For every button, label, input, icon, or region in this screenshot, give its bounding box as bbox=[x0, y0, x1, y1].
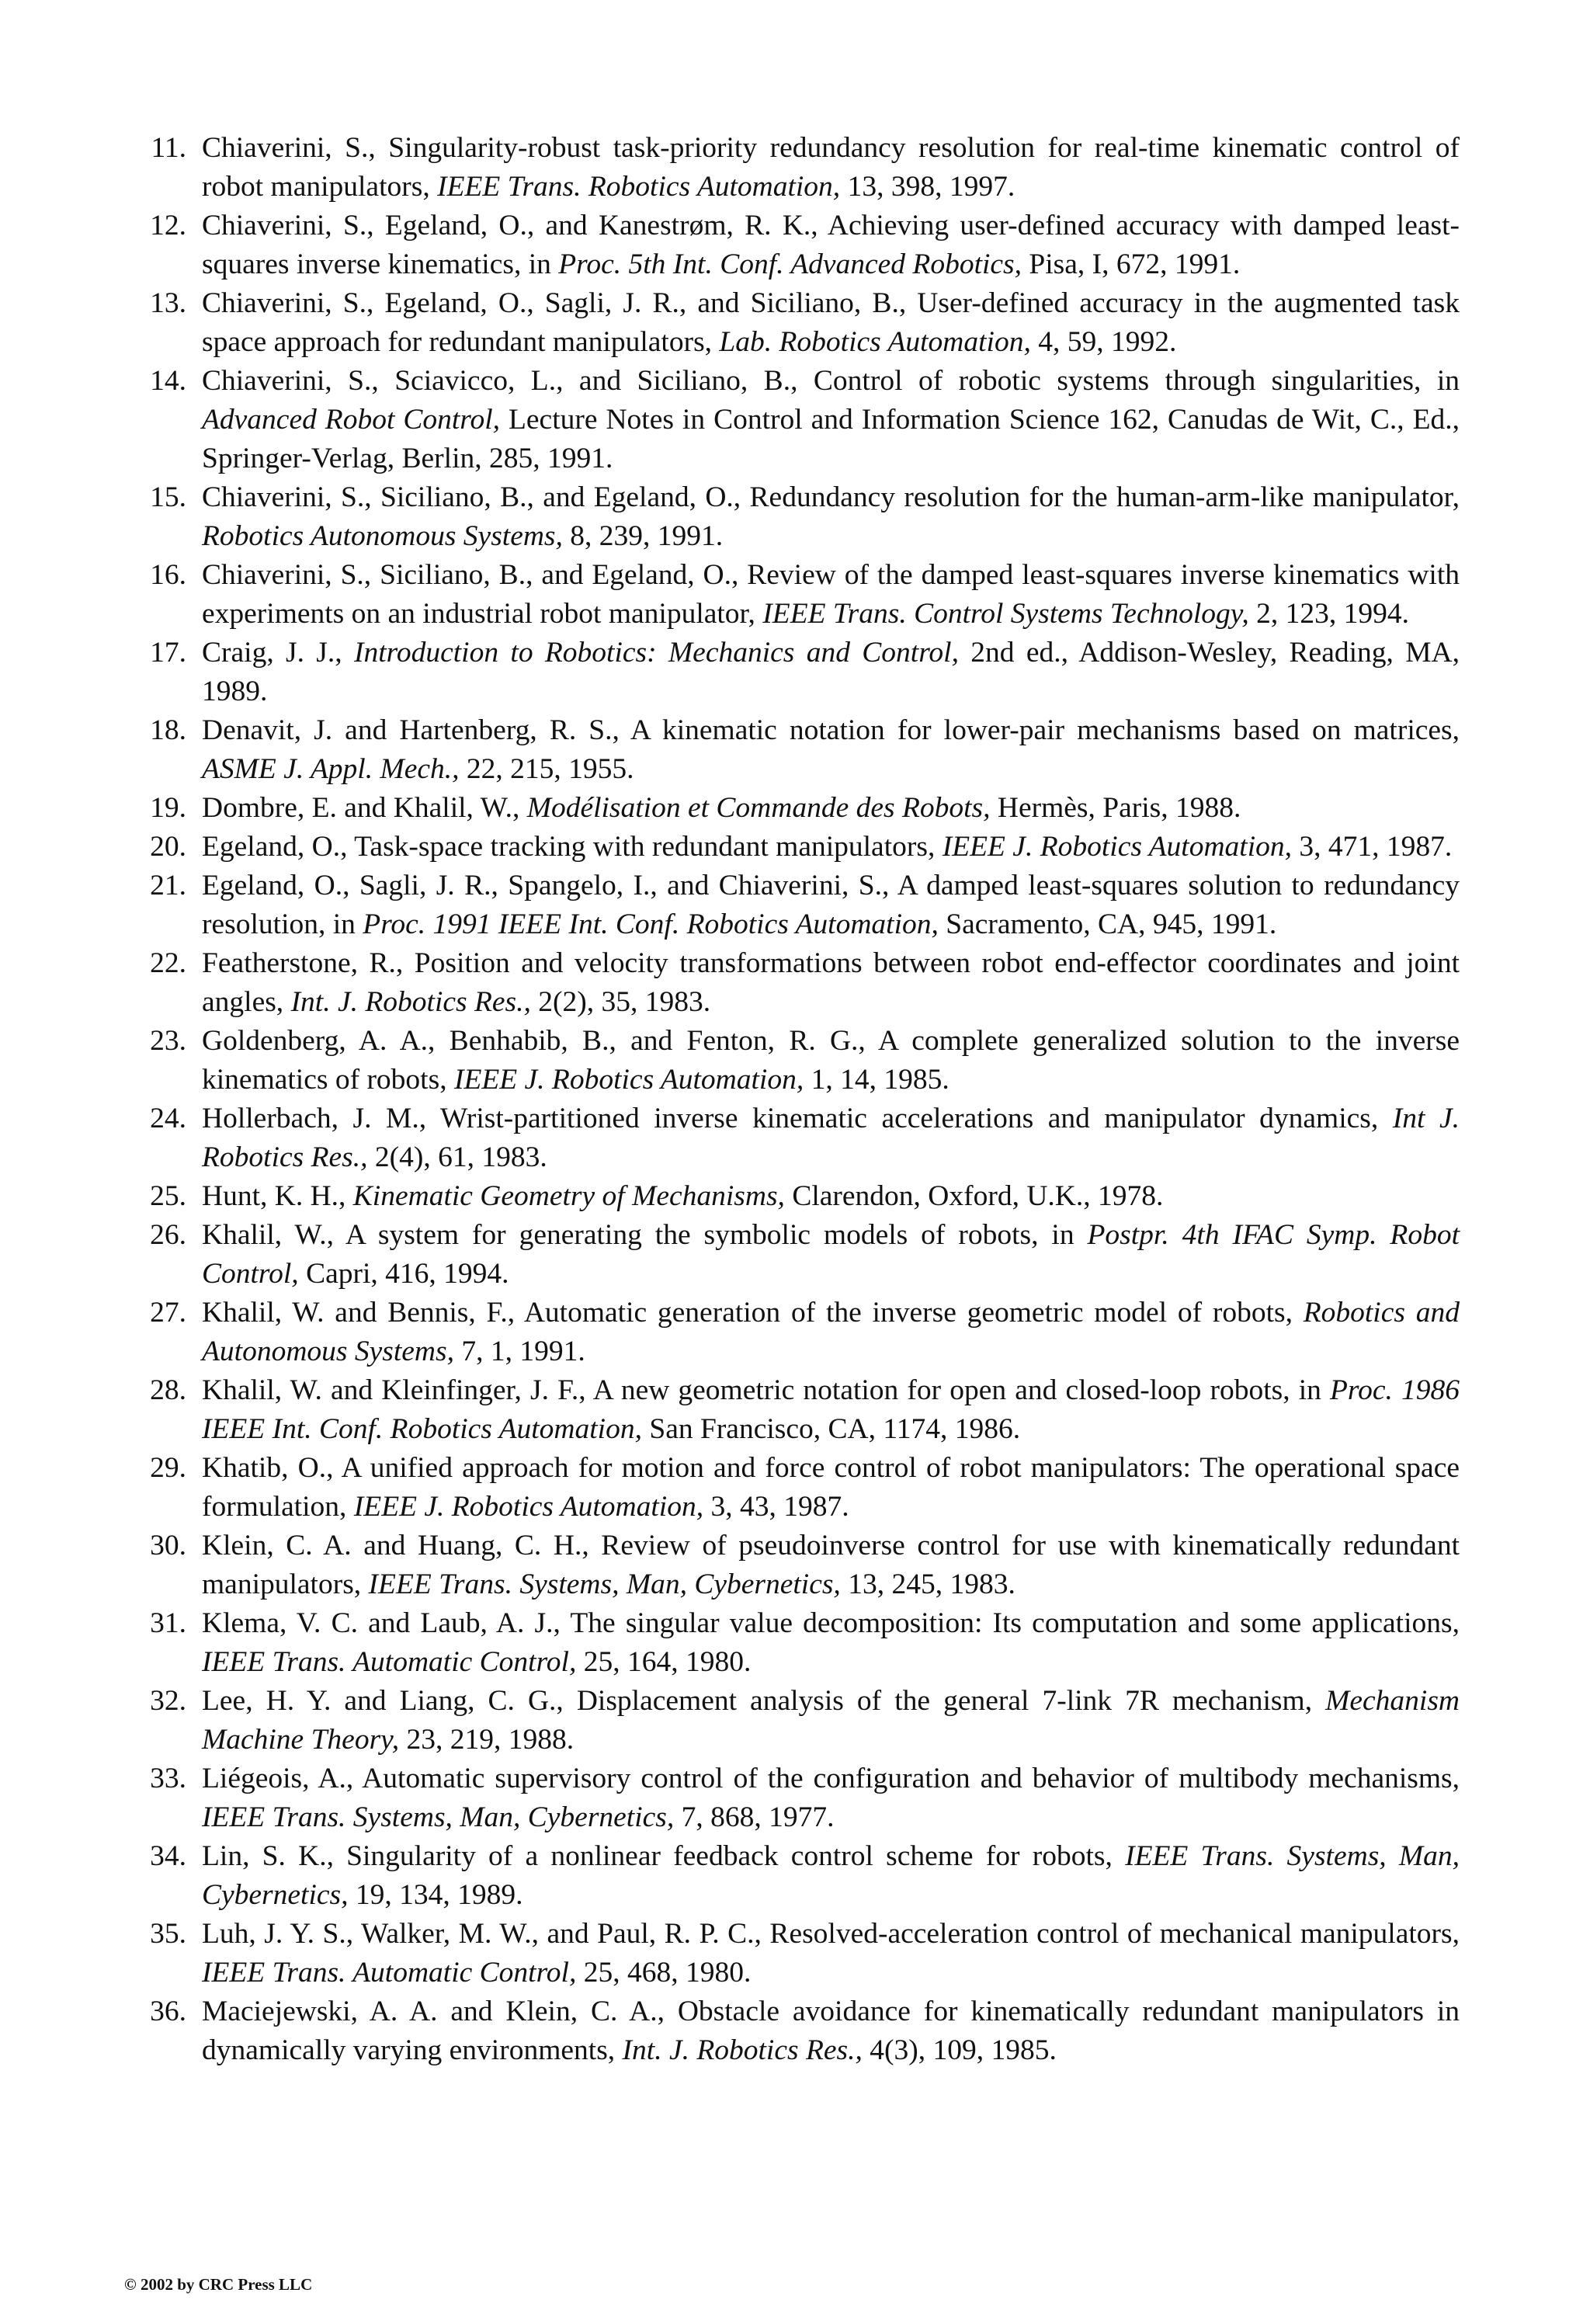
reference-text: Chiaverini, S., Egeland, O., Sagli, J. R., and Siciliano, B., User-defined accuracy in the augmented task space approach for redundant manipulators, bbox=[202, 287, 1460, 358]
reference-text: 3, 43, 1987. bbox=[703, 1491, 849, 1523]
reference-number: 36. bbox=[150, 1996, 186, 2027]
reference-text: Chiaverini, S., Singularity-robust task-priority redundancy resolution for real-time kinematic control of robot manipulators, bbox=[202, 132, 1460, 203]
reference-number: 15. bbox=[150, 481, 186, 513]
reference-text: Klema, V. C. and Laub, A. J., The singular value decomposition: Its computation and some applications, bbox=[202, 1607, 1460, 1639]
reference-source: Lab. Robotics Automation, bbox=[719, 326, 1031, 358]
reference-text: Maciejewski, A. A. and Klein, C. A., Obstacle avoidance for kinematically redundant manipulators in dynamically varying environments, bbox=[202, 1996, 1460, 2066]
reference-text: Egeland, O., Task-space tracking with redundant manipulators, bbox=[202, 831, 943, 863]
reference-number: 19. bbox=[150, 792, 186, 824]
reference-text: Hermès, Paris, 1988. bbox=[990, 792, 1241, 824]
reference-source: Advanced Robot Control, bbox=[202, 404, 501, 436]
reference-item bbox=[130, 1915, 1460, 1992]
reference-text: San Francisco, CA, 1174, 1986. bbox=[641, 1413, 1021, 1445]
reference-text: Featherstone, R., Position and velocity transformations between robot end-effector coordinates and joint angles, bbox=[202, 947, 1460, 1018]
reference-number: 13. bbox=[150, 287, 186, 319]
reference-list bbox=[130, 129, 1460, 2070]
reference-source: Robotics Autonomous Systems, bbox=[202, 520, 563, 552]
reference-source: IEEE Trans. Automatic Control, bbox=[202, 1646, 577, 1678]
reference-item bbox=[130, 1177, 1460, 1216]
reference-text: Khalil, W. and Kleinfinger, J. F., A new geometric notation for open and closed-loop robots, in bbox=[202, 1374, 1331, 1406]
reference-source: Int. J. Robotics Res., bbox=[290, 986, 531, 1018]
reference-source: IEEE J. Robotics Automation, bbox=[942, 831, 1292, 863]
reference-number: 22. bbox=[150, 947, 186, 979]
reference-text: Dombre, E. and Khalil, W., bbox=[202, 792, 527, 824]
reference-number: 12. bbox=[150, 210, 186, 241]
reference-number: 11. bbox=[151, 132, 186, 164]
reference-number: 14. bbox=[150, 365, 186, 397]
reference-text: Lee, H. Y. and Liang, C. G., Displacement analysis of the general 7-link 7R mechanism, bbox=[202, 1685, 1326, 1717]
reference-text: 25, 468, 1980. bbox=[576, 1957, 752, 1989]
copyright-footer: © 2002 by CRC Press LLC bbox=[124, 2275, 313, 2294]
reference-source: Mechanism Machine Theory, bbox=[202, 1685, 1460, 1756]
reference-item bbox=[130, 362, 1460, 478]
reference-source: Int. J. Robotics Res., bbox=[622, 2034, 863, 2066]
reference-text: 8, 239, 1991. bbox=[562, 520, 724, 552]
reference-source: IEEE Trans. Robotics Automation, bbox=[437, 171, 841, 203]
reference-source: ASME J. Appl. Mech., bbox=[202, 753, 460, 785]
reference-item bbox=[130, 1216, 1460, 1294]
reference-number: 23. bbox=[150, 1025, 186, 1057]
reference-source: IEEE Trans. Systems, Man, Cybernetics, bbox=[202, 1801, 675, 1833]
reference-item bbox=[130, 867, 1460, 944]
reference-number: 21. bbox=[150, 870, 186, 901]
reference-text: Chiaverini, S., Siciliano, B., and Egeland, O., Review of the damped least-squares inverse kinematics with experiments on an industrial robot manipulator, bbox=[202, 559, 1460, 630]
reference-item bbox=[130, 1022, 1460, 1099]
reference-source: IEEE Trans. Automatic Control, bbox=[202, 1957, 577, 1989]
reference-text: 2, 123, 1994. bbox=[1248, 598, 1409, 630]
reference-number: 28. bbox=[150, 1374, 186, 1406]
reference-source: Introduction to Robotics: Mechanics and Control, bbox=[353, 637, 959, 669]
reference-text: 13, 245, 1983. bbox=[840, 1568, 1015, 1600]
reference-text: Craig, J. J., bbox=[202, 637, 354, 669]
reference-text: 4(3), 109, 1985. bbox=[862, 2034, 1057, 2066]
reference-number: 31. bbox=[150, 1607, 186, 1639]
reference-item bbox=[130, 1760, 1460, 1837]
reference-text: 23, 219, 1988. bbox=[399, 1724, 575, 1756]
reference-source: IEEE J. Robotics Automation, bbox=[353, 1491, 704, 1523]
reference-text: Chiaverini, S., Sciavicco, L., and Siciliano, B., Control of robotic systems through singularities, in bbox=[202, 365, 1460, 397]
reference-item bbox=[130, 1527, 1460, 1604]
reference-text: 2(4), 61, 1983. bbox=[367, 1141, 547, 1173]
reference-source: Modélisation et Commande des Robots, bbox=[526, 792, 991, 824]
reference-text: Goldenberg, A. A., Benhabib, B., and Fenton, R. G., A complete generalized solution to the inverse kinematics of robots, bbox=[202, 1025, 1460, 1096]
reference-text: Luh, J. Y. S., Walker, M. W., and Paul, R. P. C., Resolved-acceleration control of mechanical manipulators, bbox=[202, 1918, 1460, 1950]
reference-source: IEEE Trans. Systems, Man, Cybernetics, bbox=[368, 1568, 841, 1600]
reference-item bbox=[130, 284, 1460, 362]
reference-text: Khatib, O., A unified approach for motion and force control of robot manipulators: The operational space formulation, bbox=[202, 1452, 1460, 1523]
reference-item bbox=[130, 1099, 1460, 1177]
reference-source: IEEE Trans. Control Systems Technology, bbox=[762, 598, 1249, 630]
reference-number: 27. bbox=[150, 1297, 186, 1329]
reference-item bbox=[130, 478, 1460, 556]
reference-text: 2nd ed., Addison-Wesley, Reading, MA, 1989. bbox=[202, 637, 1460, 707]
reference-text: 22, 215, 1955. bbox=[459, 753, 634, 785]
reference-text: Pisa, I, 672, 1991. bbox=[1022, 248, 1241, 280]
reference-text: Capri, 416, 1994. bbox=[298, 1258, 509, 1290]
reference-source: Int J. Robotics Res., bbox=[202, 1103, 1460, 1173]
reference-item bbox=[130, 1682, 1460, 1760]
reference-number: 26. bbox=[150, 1219, 186, 1251]
reference-number: 33. bbox=[150, 1763, 186, 1794]
reference-number: 29. bbox=[150, 1452, 186, 1484]
reference-text: Clarendon, Oxford, U.K., 1978. bbox=[784, 1180, 1164, 1212]
reference-text: Sacramento, CA, 945, 1991. bbox=[938, 908, 1277, 940]
reference-source: Robotics and Autonomous Systems, bbox=[202, 1297, 1460, 1367]
reference-source: IEEE J. Robotics Automation, bbox=[453, 1064, 804, 1096]
reference-item bbox=[130, 1371, 1460, 1449]
reference-text: 19, 134, 1989. bbox=[348, 1879, 523, 1911]
reference-text: Egeland, O., Sagli, J. R., Spangelo, I., and Chiaverini, S., A damped least-squares solution to redundancy resolution, in bbox=[202, 870, 1460, 940]
reference-text: Chiaverini, S., Egeland, O., and Kanestrøm, R. K., Achieving user-defined accuracy with damped least-squares inverse kinematics, in bbox=[202, 210, 1460, 280]
reference-source: IEEE Trans. Systems, Man, Cybernetics, bbox=[202, 1840, 1460, 1911]
reference-number: 16. bbox=[150, 559, 186, 591]
reference-text: Hunt, K. H., bbox=[202, 1180, 353, 1212]
reference-item bbox=[130, 828, 1460, 867]
reference-text: Chiaverini, S., Siciliano, B., and Egeland, O., Redundancy resolution for the human-arm-like manipulator, bbox=[202, 481, 1460, 513]
reference-text: 13, 398, 1997. bbox=[840, 171, 1015, 203]
reference-number: 25. bbox=[150, 1180, 186, 1212]
reference-text: 25, 164, 1980. bbox=[576, 1646, 752, 1678]
reference-number: 17. bbox=[150, 637, 186, 669]
reference-text: 1, 14, 1985. bbox=[804, 1064, 949, 1096]
reference-number: 34. bbox=[150, 1840, 186, 1872]
reference-source: Proc. 1986 IEEE Int. Conf. Robotics Automation, bbox=[202, 1374, 1460, 1445]
reference-item bbox=[130, 1837, 1460, 1915]
reference-source: Proc. 1991 IEEE Int. Conf. Robotics Automation, bbox=[363, 908, 939, 940]
reference-number: 24. bbox=[150, 1103, 186, 1134]
reference-text: Khalil, W., A system for generating the symbolic models of robots, in bbox=[202, 1219, 1088, 1251]
reference-number: 30. bbox=[150, 1530, 186, 1561]
reference-text: 7, 1, 1991. bbox=[453, 1336, 585, 1367]
reference-number: 32. bbox=[150, 1685, 186, 1717]
reference-text: 3, 471, 1987. bbox=[1292, 831, 1453, 863]
reference-item bbox=[130, 789, 1460, 828]
reference-item bbox=[130, 207, 1460, 284]
reference-source: Postpr. 4th IFAC Symp. Robot Control, bbox=[202, 1219, 1460, 1290]
reference-text: Denavit, J. and Hartenberg, R. S., A kinematic notation for lower-pair mechanisms based on matrices, bbox=[202, 714, 1460, 746]
reference-text: Khalil, W. and Bennis, F., Automatic generation of the inverse geometric model of robots, bbox=[202, 1297, 1304, 1329]
reference-source: Proc. 5th Int. Conf. Advanced Robotics, bbox=[558, 248, 1022, 280]
reference-text: Lecture Notes in Control and Information Science 162, Canudas de Wit, C., Ed., Springer-Verlag, Berlin, 285, 1991. bbox=[202, 404, 1460, 474]
reference-item bbox=[130, 634, 1460, 711]
reference-item bbox=[130, 711, 1460, 789]
reference-text: Liégeois, A., Automatic supervisory control of the configuration and behavior of multibody mechanisms, bbox=[202, 1763, 1460, 1794]
reference-text: Hollerbach, J. M., Wrist-partitioned inverse kinematic accelerations and manipulator dynamics, bbox=[202, 1103, 1393, 1134]
reference-number: 35. bbox=[150, 1918, 186, 1950]
reference-text: 4, 59, 1992. bbox=[1030, 326, 1177, 358]
reference-text: 7, 868, 1977. bbox=[674, 1801, 835, 1833]
reference-text: Lin, S. K., Singularity of a nonlinear feedback control scheme for robots, bbox=[202, 1840, 1126, 1872]
reference-text: 2(2), 35, 1983. bbox=[530, 986, 711, 1018]
reference-item bbox=[130, 944, 1460, 1022]
reference-text: Klein, C. A. and Huang, C. H., Review of pseudoinverse control for use with kinematically redundant manipulators, bbox=[202, 1530, 1460, 1600]
reference-number: 20. bbox=[150, 831, 186, 863]
reference-source: Kinematic Geometry of Mechanisms, bbox=[352, 1180, 785, 1212]
reference-number: 18. bbox=[150, 714, 186, 746]
reference-item bbox=[130, 1449, 1460, 1527]
reference-item bbox=[130, 1992, 1460, 2070]
reference-item bbox=[130, 556, 1460, 634]
reference-item bbox=[130, 1294, 1460, 1371]
reference-item bbox=[130, 129, 1460, 207]
reference-item bbox=[130, 1604, 1460, 1682]
